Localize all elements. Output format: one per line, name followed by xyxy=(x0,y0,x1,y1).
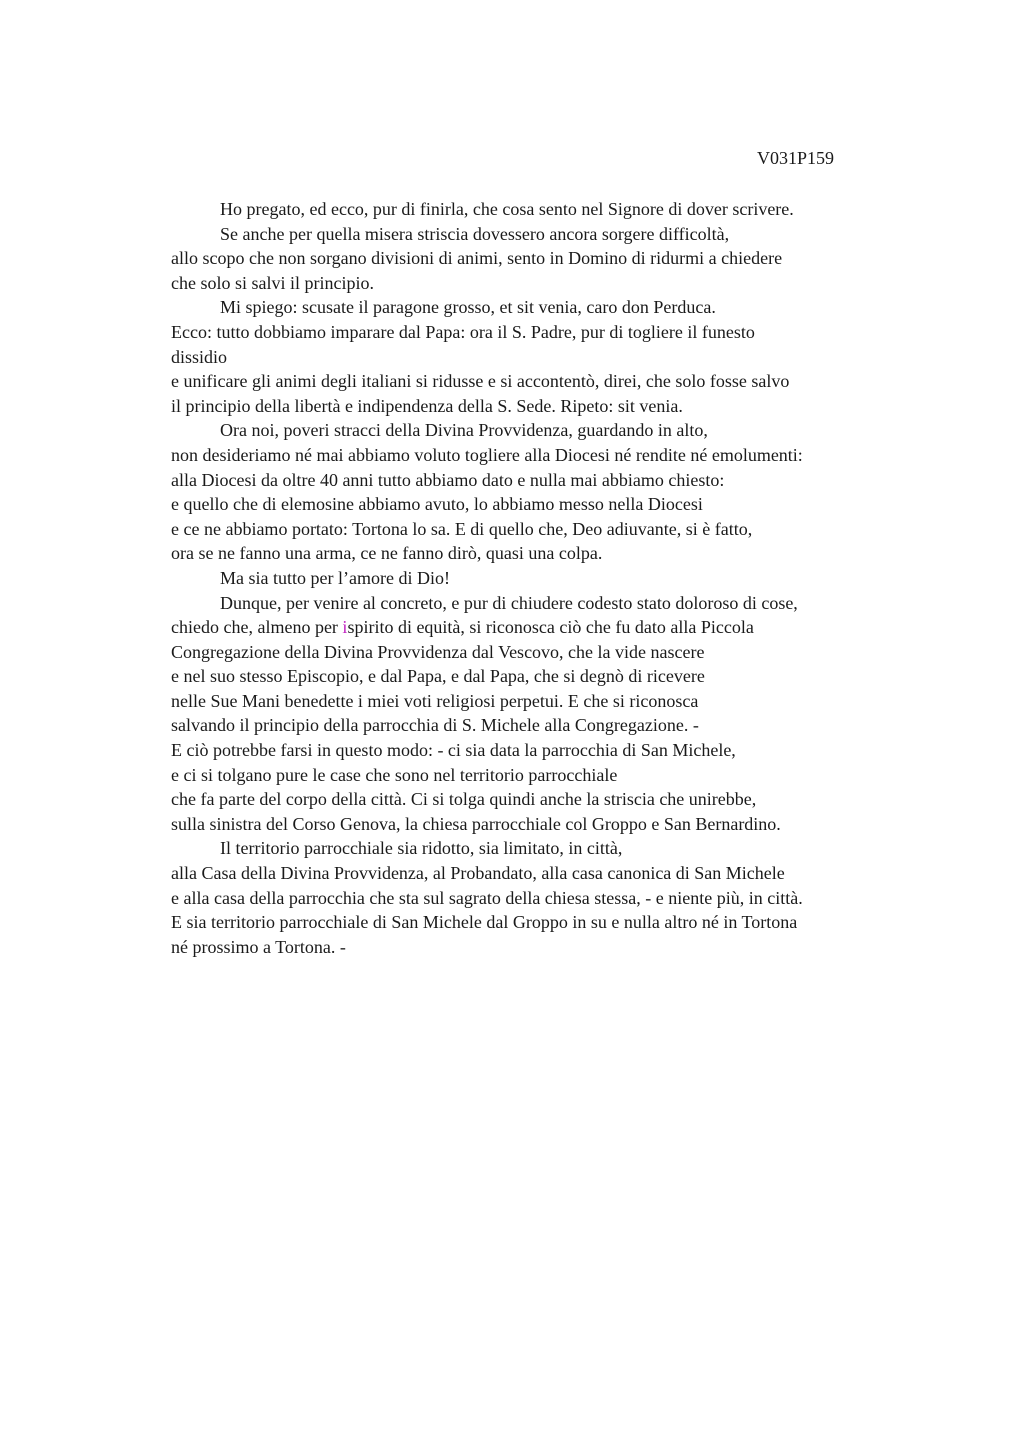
page-id: V031P159 xyxy=(757,148,835,168)
text-line: che solo si salvi il principio. xyxy=(171,272,374,293)
text-line: ora se ne fanno una arma, ce ne fanno dirò, quasi una colpa. xyxy=(171,543,603,564)
text-line: che fa parte del corpo della città. Ci si tolga quindi anche la striscia che unirebbe, xyxy=(171,789,757,810)
text-line: dissidio xyxy=(171,346,228,367)
text-line xyxy=(171,615,931,640)
text-line: sulla sinistra del Corso Genova, la chiesa parrocchiale col Groppo e San Bernardino. xyxy=(171,813,781,834)
text-segment: spirito di equità, si riconosca ciò che fu dato alla Piccola xyxy=(347,617,754,638)
text-line: Il territorio parrocchiale sia ridotto, sia limitato, in città, xyxy=(220,838,623,859)
text-line: e quello che di elemosine abbiamo avuto, lo abbiamo messo nella Diocesi xyxy=(171,494,703,515)
text-line: Ma sia tutto per l’amore di Dio! xyxy=(220,567,450,588)
text-segment: chiedo che, almeno per xyxy=(171,617,343,638)
text-line: allo scopo che non sorgano divisioni di animi, sento in Domino di ridurmi a chiedere xyxy=(171,248,783,269)
text-line: Ho pregato, ed ecco, pur di finirla, che cosa sento nel Signore di dover scrivere. xyxy=(220,199,794,219)
highlighted-letter: i xyxy=(342,617,348,638)
text-line: alla Casa della Divina Provvidenza, al Probandato, alla casa canonica di San Michele xyxy=(171,863,785,884)
letter-body xyxy=(171,197,931,959)
text-line: E sia territorio parrocchiale di San Michele dal Groppo in su e nulla altro né in Tortona xyxy=(171,912,798,933)
text-line: Dunque, per venire al concreto, e pur di chiudere codesto stato doloroso di cose, xyxy=(220,592,798,613)
text-line: Ora noi, poveri stracci della Divina Provvidenza, guardando in alto, xyxy=(220,420,708,441)
text-line: Congregazione della Divina Provvidenza dal Vescovo, che la vide nascere xyxy=(171,641,705,662)
text-line: Ecco: tutto dobbiamo imparare dal Papa: ora il S. Padre, pur di togliere il funesto xyxy=(171,321,755,342)
text-line: E ciò potrebbe farsi in questo modo: - ci sia data la parrocchia di San Michele, xyxy=(171,740,736,761)
text-line: nelle Sue Mani benedette i miei voti religiosi perpetui. E che si riconosca xyxy=(171,690,699,711)
text-line: e unificare gli animi degli italiani si ridusse e si accontentò, direi, che solo fosse salvo xyxy=(171,371,790,392)
text-line: e ci si tolgano pure le case che sono nel territorio parrocchiale xyxy=(171,764,618,785)
text-line: alla Diocesi da oltre 40 anni tutto abbiamo dato e nulla mai abbiamo chiesto: xyxy=(171,469,725,490)
text-line: Se anche per quella misera striscia dovessero ancora sorgere difficoltà, xyxy=(220,223,730,244)
text-line: non desideriamo né mai abbiamo voluto togliere alla Diocesi né rendite né emolumenti: xyxy=(171,444,803,465)
text-line: e alla casa della parrocchia che sta sul sagrato della chiesa stessa, - e niente più, in città. xyxy=(171,887,803,908)
text-line: salvando il principio della parrocchia di S. Michele alla Congregazione. - xyxy=(171,715,699,736)
text-line: e nel suo stesso Episcopio, e dal Papa, e dal Papa, che si degnò di ricevere xyxy=(171,666,705,687)
text-line: il principio della libertà e indipendenza della S. Sede. Ripeto: sit venia. xyxy=(171,395,683,416)
text-line: e ce ne abbiamo portato: Tortona lo sa. E di quello che, Deo adiuvante, si è fatto, xyxy=(171,518,753,539)
text-line: Mi spiego: scusate il paragone grosso, et sit venia, caro don Perduca. xyxy=(220,297,716,318)
text-line: né prossimo a Tortona. - xyxy=(171,936,346,957)
